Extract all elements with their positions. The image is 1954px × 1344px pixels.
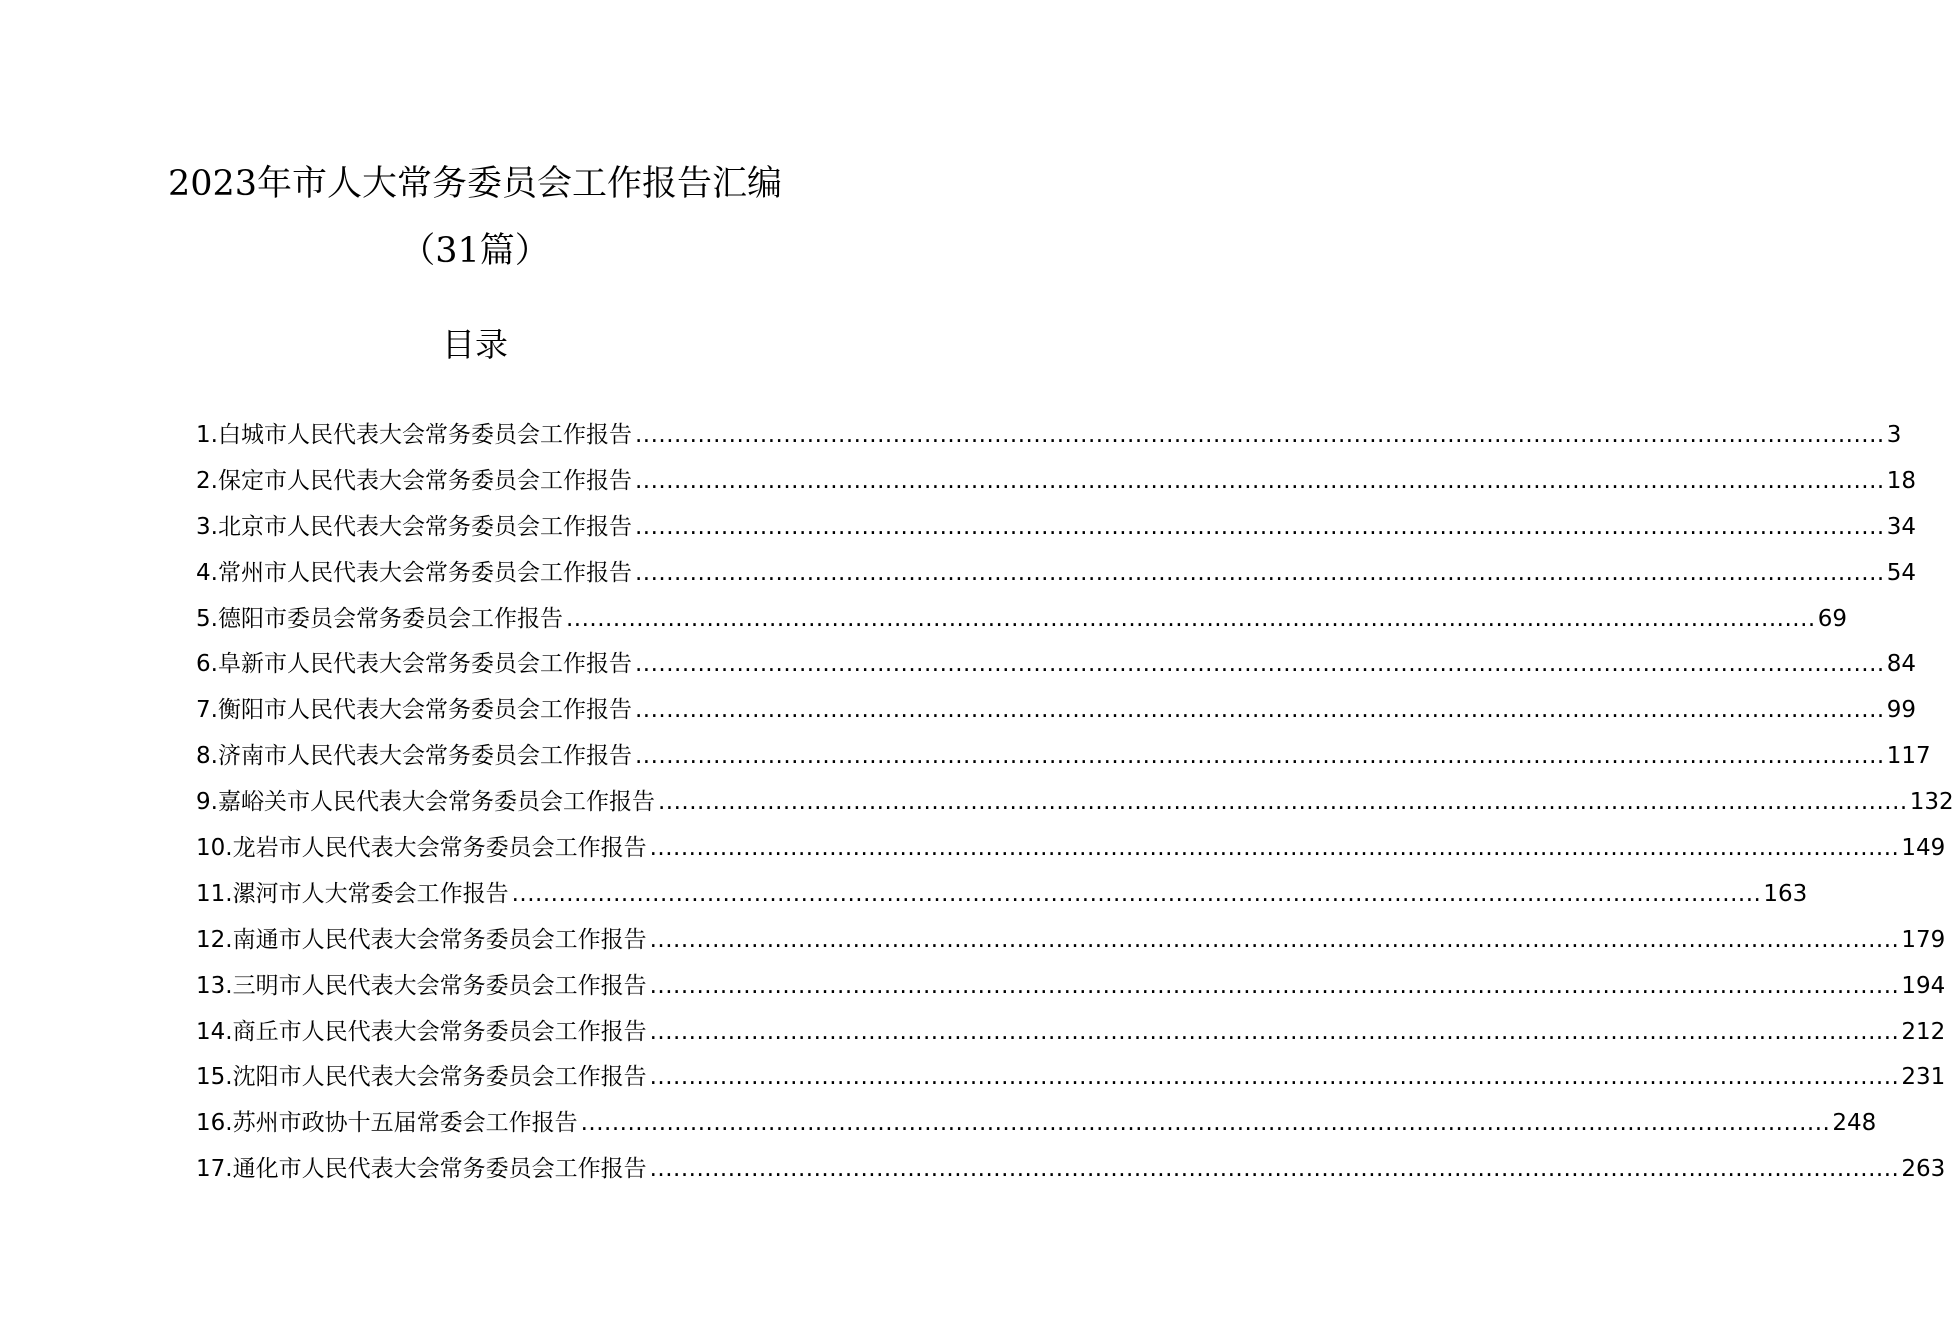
toc-leader: ................................................................................................................................................................ [634, 559, 1885, 586]
toc-entry-page: 231 [1901, 1064, 1946, 1091]
toc-leader: ................................................................................................................................................................ [580, 1110, 1831, 1137]
toc-entry[interactable] [196, 459, 1916, 505]
toc-entry-title: 7.衡阳市人民代表大会常务委员会工作报告 [196, 697, 632, 724]
toc-entry[interactable] [196, 1147, 1946, 1193]
toc-entry[interactable] [196, 597, 1847, 643]
toc-entry-title: 4.常州市人民代表大会常务委员会工作报告 [196, 559, 632, 586]
toc-entry-title: 13.三明市人民代表大会常务委员会工作报告 [196, 972, 647, 999]
toc-entry-page: 84 [1886, 651, 1916, 678]
toc-entry-page: 212 [1901, 1018, 1946, 1045]
toc-leader: ................................................................................................................................................................ [634, 467, 1885, 494]
toc-entry[interactable] [196, 872, 1808, 918]
toc-entry-title: 2.保定市人民代表大会常务委员会工作报告 [196, 467, 632, 494]
toc-entry-page: 54 [1886, 559, 1916, 586]
toc-leader: ................................................................................................................................................................ [634, 743, 1885, 770]
toc-entry-title: 1.白城市人民代表大会常务委员会工作报告 [196, 422, 632, 448]
toc-entry-title: 5.德阳市委员会常务委员会工作报告 [196, 605, 563, 632]
toc-entry-title: 3.北京市人民代表大会常务委员会工作报告 [196, 513, 632, 540]
toc-entry-page: 149 [1901, 835, 1946, 862]
toc-entry-title: 8.济南市人民代表大会常务委员会工作报告 [196, 743, 632, 770]
toc-entry-page: 117 [1886, 743, 1931, 770]
toc-entry-page: 248 [1832, 1110, 1877, 1137]
toc-entry-title: 17.通化市人民代表大会常务委员会工作报告 [196, 1156, 647, 1183]
toc-leader: ................................................................................................................................................................ [634, 513, 1885, 540]
toc-leader: ................................................................................................................................................................ [649, 926, 1900, 953]
toc-entry[interactable] [196, 1101, 1877, 1147]
toc-leader: ................................................................................................................................................................ [634, 422, 1885, 448]
toc-entry-page: 163 [1763, 880, 1808, 907]
toc-entry-title: 9.嘉峪关市人民代表大会常务委员会工作报告 [196, 789, 655, 816]
toc-entry[interactable] [196, 826, 1946, 872]
toc-entry-page: 3 [1886, 422, 1902, 448]
toc-entry-title: 14.商丘市人民代表大会常务委员会工作报告 [196, 1018, 647, 1045]
toc-entry[interactable] [196, 964, 1946, 1010]
toc-entry[interactable] [196, 642, 1916, 688]
toc-leader: ................................................................................................................................................................ [649, 972, 1900, 999]
toc-entry[interactable] [196, 1055, 1946, 1101]
toc-entry-page: 194 [1901, 972, 1946, 999]
toc-entry-page: 179 [1901, 926, 1946, 953]
toc-leader: ................................................................................................................................................................ [634, 697, 1885, 724]
toc-entry-page: 18 [1886, 467, 1916, 494]
toc-entry-title: 15.沈阳市人民代表大会常务委员会工作报告 [196, 1064, 647, 1091]
document-subtitle: （31篇） [400, 231, 550, 271]
toc-entry-title: 10.龙岩市人民代表大会常务委员会工作报告 [196, 835, 647, 862]
toc-leader: ................................................................................................................................................................ [657, 789, 1908, 816]
toc-entry-page: 69 [1817, 605, 1847, 632]
toc-leader: ................................................................................................................................................................ [649, 1018, 1900, 1045]
toc-entry-page: 132 [1909, 789, 1954, 816]
toc-heading: 目录 [442, 325, 508, 364]
toc-entry-title: 11.漯河市人大常委会工作报告 [196, 880, 509, 907]
toc-entry[interactable] [196, 413, 1902, 459]
toc-leader: ................................................................................................................................................................ [649, 1156, 1900, 1183]
toc-leader: ................................................................................................................................................................ [634, 651, 1885, 678]
toc-entry-title: 6.阜新市人民代表大会常务委员会工作报告 [196, 651, 632, 678]
toc-entry[interactable] [196, 734, 1931, 780]
toc-leader: ................................................................................................................................................................ [649, 835, 1900, 862]
toc-leader: ................................................................................................................................................................ [565, 605, 1816, 632]
toc-entry[interactable] [196, 1010, 1946, 1056]
toc-entry[interactable] [196, 551, 1916, 597]
toc-entry[interactable] [196, 505, 1916, 551]
toc-entry[interactable] [196, 918, 1946, 964]
toc-entry-page: 263 [1901, 1156, 1946, 1183]
toc-entry-page: 34 [1886, 513, 1916, 540]
document-title: 2023年市人大常务委员会工作报告汇编 [167, 164, 783, 204]
toc-leader: ................................................................................................................................................................ [649, 1064, 1900, 1091]
toc-entry-page: 99 [1886, 697, 1916, 724]
toc-entry-title: 12.南通市人民代表大会常务委员会工作报告 [196, 926, 647, 953]
toc-entry[interactable] [196, 780, 1954, 826]
table-of-contents [196, 413, 1954, 1193]
toc-entry-title: 16.苏州市政协十五届常委会工作报告 [196, 1110, 578, 1137]
toc-entry[interactable] [196, 688, 1916, 734]
toc-leader: ................................................................................................................................................................ [511, 880, 1762, 907]
